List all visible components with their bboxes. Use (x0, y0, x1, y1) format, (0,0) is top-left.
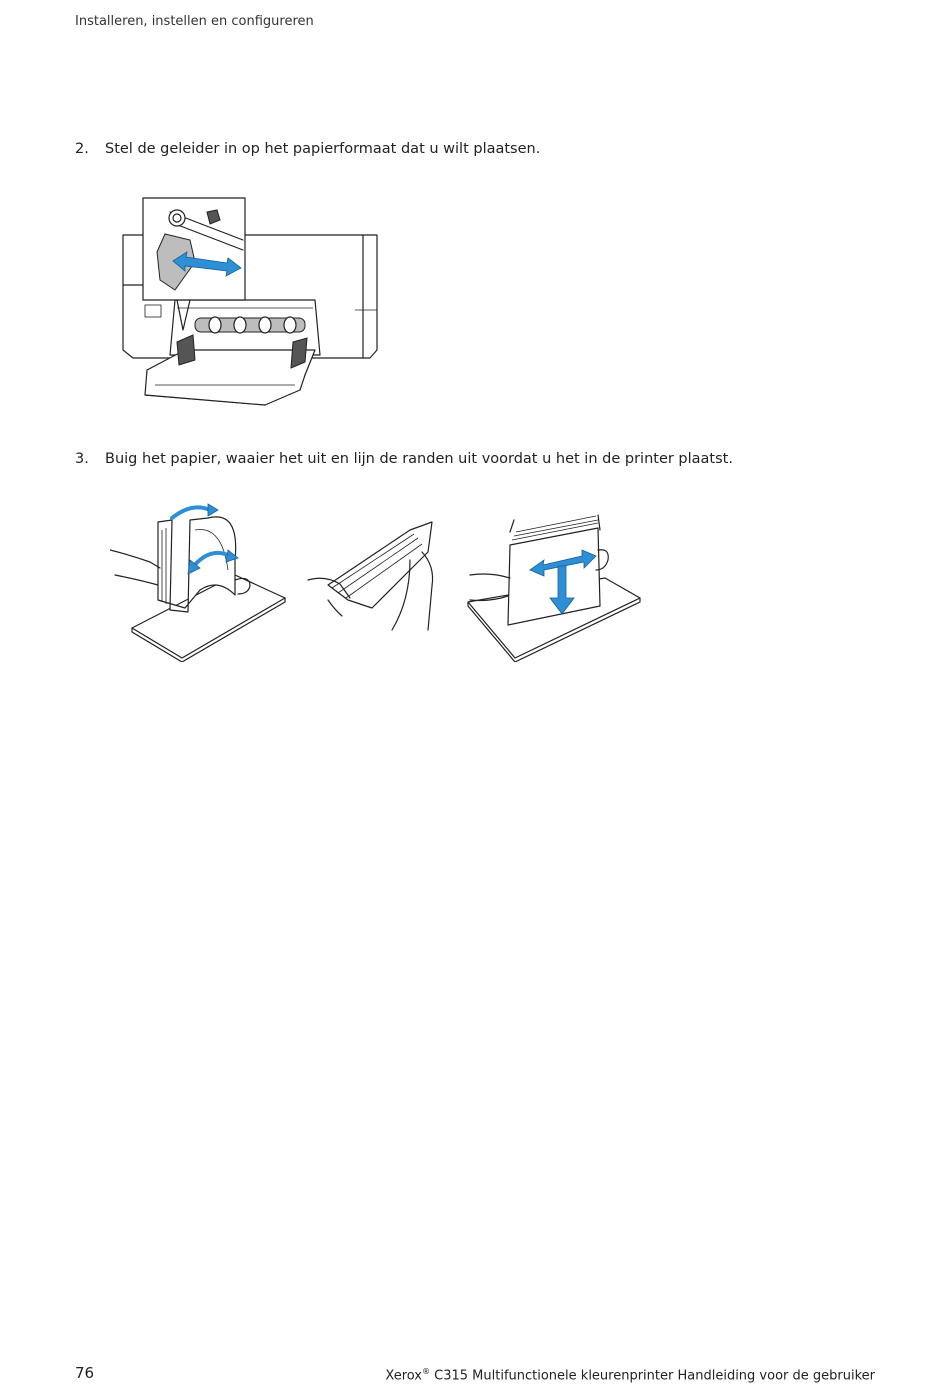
document-title: C315 Multifunctionele kleurenprinter Handleiding voor de gebruiker (430, 1368, 875, 1384)
flex-fan-align-paper-illustration (110, 490, 645, 662)
step-text: Stel de geleider in op het papierformaat dat u wilt plaatsen. (105, 141, 541, 157)
step-3 (75, 451, 733, 467)
step-number: 3. (75, 451, 89, 467)
page-number: 76 (75, 1364, 95, 1382)
running-header: Installeren, instellen en configureren (75, 14, 314, 29)
step-text: Buig het papier, waaier het uit en lijn de randen uit voordat u het in de printer plaatst. (105, 451, 733, 467)
registered-mark: ® (422, 1367, 431, 1376)
step-number: 2. (75, 141, 89, 157)
step-2 (75, 141, 540, 157)
paper-guide-adjust-illustration (115, 190, 390, 425)
footer-title (385, 1367, 875, 1383)
brand-name: Xerox (385, 1368, 423, 1384)
